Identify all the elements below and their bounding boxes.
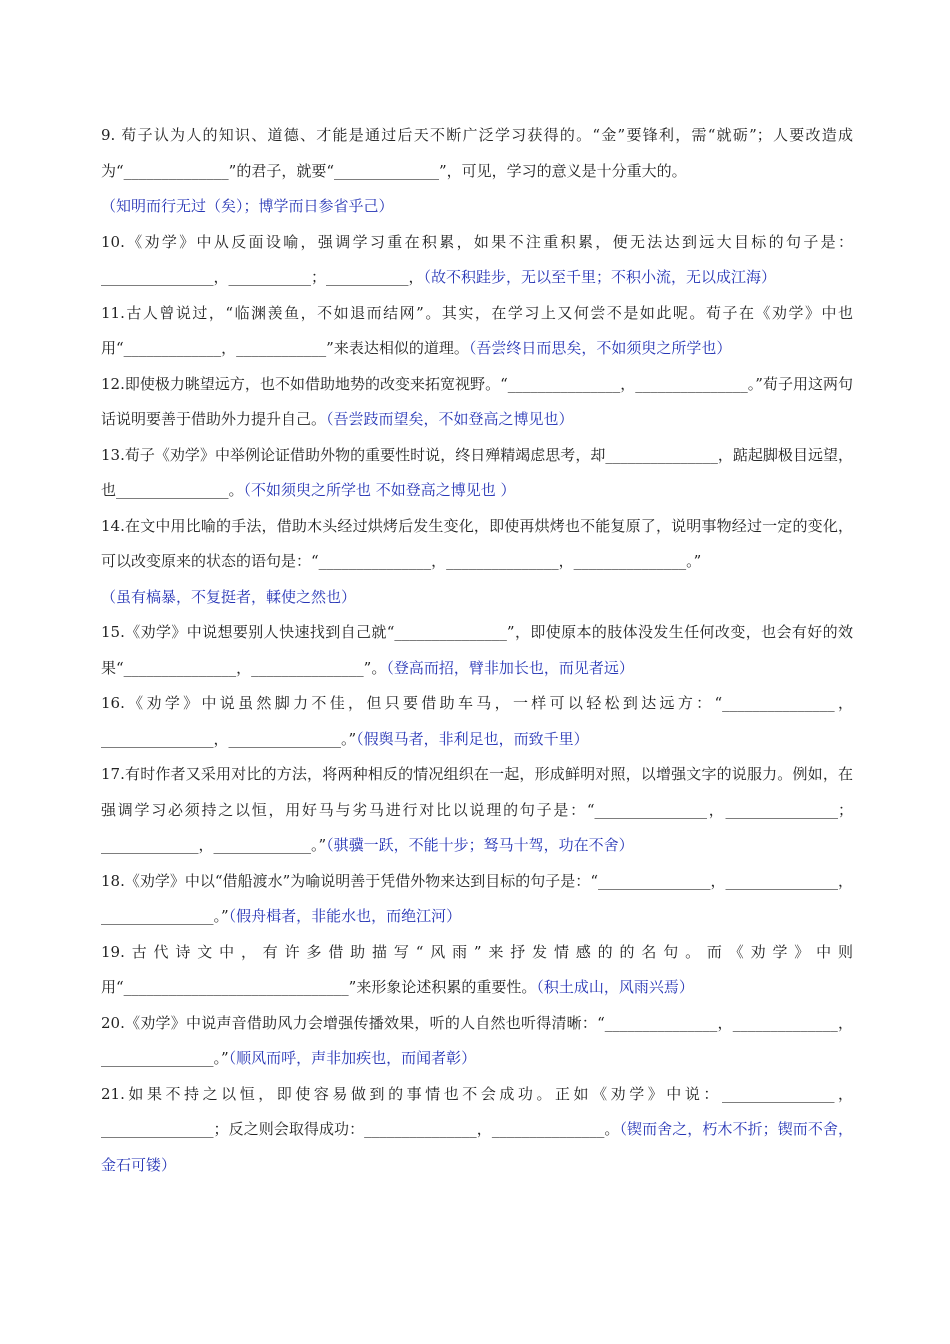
question-number: 9. <box>101 126 116 144</box>
question-number: 16. <box>101 694 125 712</box>
question-text: 即使极力眺望远方，也不如借助地势的改变来拓宽视野。“_______________，_______________。”荀子用这两句话说明要善于借助外力提升自己。 <box>101 374 853 428</box>
question-text: 荀子认为人的知识、道德、才能是通过后天不断广泛学习获得的。“金”要锋利，需“就砺”；人要改造成为“______________”的君子，就要“______________”，可见，学习的意义是十分重大的。 <box>101 126 853 180</box>
question-10 <box>101 225 853 296</box>
question-text: 《劝学》中说声音借助风力会增强传播效果，听的人自然也听得清晰：“_______________，______________，_______________。” <box>101 1013 853 1067</box>
question-text: 《劝学》中说虽然脚力不佳，但只要借助车马，一样可以轻松到达远方：“_______________，_______________，_______________。” <box>101 694 853 748</box>
answer-text: （吾尝终日而思矣，不如须臾之所学也） <box>468 339 732 357</box>
question-20 <box>101 1006 853 1077</box>
question-number: 15. <box>101 623 125 641</box>
answer-text: （骐骥一跃，不能十步；驽马十驾，功在不舍） <box>326 836 634 854</box>
answer-text: （假舟楫者，非能水也，而绝江河） <box>228 907 462 925</box>
question-text: 《劝学》中以“借船渡水”为喻说明善于凭借外物来达到目标的句子是：“_______________，_______________，_______________。” <box>101 871 853 925</box>
question-number: 14. <box>101 516 125 535</box>
answer-text: （虽有槁暴，不复挺者，輮使之然也） <box>101 587 357 606</box>
question-number: 17. <box>101 765 125 783</box>
question-18 <box>101 864 853 935</box>
question-number: 19. <box>101 942 125 961</box>
question-text: 《劝学》中说想要别人快速找到自己就“_______________”，即使原本的肢体没发生任何改变，也会有好的效果“_______________，_______________”。 <box>101 623 853 677</box>
question-13 <box>101 438 853 509</box>
question-text: 荀子《劝学》中举例论证借助外物的重要性时说，终日殚精竭虑思考，却_______________，踮起脚极目远望，也_______________。 <box>101 445 853 499</box>
answer-text: （锲而舍之，朽木不折；锲而不舍，金石可镂） <box>101 1120 853 1174</box>
question-17 <box>101 757 853 864</box>
question-list <box>101 118 853 1183</box>
question-number: 10. <box>101 232 125 251</box>
question-14 <box>101 509 853 616</box>
question-21 <box>101 1077 853 1184</box>
answer-text: （不如须臾之所学也 不如登高之博见也 ） <box>243 481 516 499</box>
question-12 <box>101 367 853 438</box>
question-number: 13. <box>101 445 125 464</box>
answer-text: （顺风而呼，声非加疾也，而闻者彰） <box>228 1049 477 1067</box>
answer-text: （积土成山，风雨兴焉） <box>536 978 694 996</box>
question-text: 在文中用比喻的手法，借助木头经过烘烤后发生变化，即使再烘烤也不能复原了，说明事物经过一定的变化，可以改变原来的状态的语句是：“_______________，_______________，_______________。” <box>101 516 853 570</box>
question-number: 20. <box>101 1013 125 1032</box>
answer-text: （假舆马者，非利足也，而致千里） <box>356 729 589 748</box>
question-11 <box>101 296 853 367</box>
question-number: 11. <box>101 303 125 322</box>
question-15 <box>101 615 853 686</box>
question-19 <box>101 935 853 1006</box>
answer-text: （知明而行无过（矣）；博学而日参省乎己） <box>101 197 394 215</box>
answer-text: （登高而招，臂非加长也，而见者远） <box>386 658 634 677</box>
answer-text: （吾尝跂而望矣，不如登高之博见也） <box>326 410 574 428</box>
question-text: 古代诗文中，有许多借助描写“风雨”来抒发情感的的名句。而《劝学》中则用“______________________________”来形象论述积累的重要性。 <box>101 942 853 996</box>
question-9 <box>101 118 853 225</box>
question-number: 18. <box>101 871 125 890</box>
answer-text: （故不积跬步，无以至千里；不积小流，无以成江海） <box>423 268 777 286</box>
question-text: 如果不持之以恒，即使容易做到的事情也不会成功。正如《劝学》中说：_______________，_______________；反之则会取得成功：_______________，_______________。 <box>101 1084 853 1138</box>
question-number: 21. <box>101 1084 125 1103</box>
question-16 <box>101 686 853 757</box>
question-text: 有时作者又采用对比的方法，将两种相反的情况组织在一起，形成鲜明对照，以增强文字的说服力。例如，在强调学习必须持之以恒，用好马与劣马进行对比以说理的句子是：“_______________，_______________；_____________，_____________。” <box>101 765 853 854</box>
question-number: 12. <box>101 374 125 393</box>
question-text: 古人曾说过，“临渊羡鱼，不如退而结网”。其实，在学习上又何尝不是如此呢。荀子在《劝学》中也用“_____________，____________”来表达相似的道理。 <box>101 303 853 357</box>
question-text: 《劝学》中从反面设喻，强调学习重在积累，如果不注重积累，便无法达到远大目标的句子是：_______________，___________；___________， <box>101 232 853 286</box>
